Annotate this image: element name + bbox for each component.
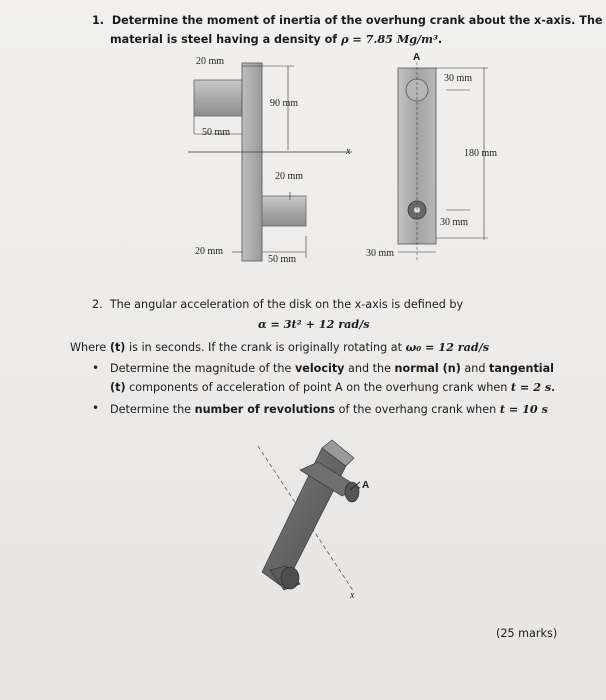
q2-equation: α = 3t² + 12 rad/s [258,317,370,331]
x-axis-label: x [346,146,351,157]
q2-bullet2: Determine the number of revolutions of the overhang crank when t = 10 s [110,402,548,416]
dim-shaft-length: 90 mm [270,98,299,109]
marks-label: (25 marks) [496,627,558,640]
dim-top-diameter: 30 mm [444,73,473,84]
crank-x-axis-label: x [350,590,355,601]
dim-top-width: 20 mm [196,56,225,67]
dim-width: 30 mm [366,248,395,259]
q2-intro: 2. The angular acceleration of the disk on the x-axis is defined by [92,298,464,311]
dim-shaft-diameter: 50 mm [202,127,231,138]
q2-where-line: Where (t) is in seconds. If the crank is originally rotating at ω₀ = 12 rad/s [70,340,490,354]
q1-line2: material is steel having a density of ρ = 7.85 Mg/m³. [110,32,443,46]
dim-mid-gap: 20 mm [275,171,304,182]
density-value: ρ = 7.85 Mg/m³ [341,32,438,46]
bullet-dot: • [92,401,100,415]
dim-height: 180 mm [464,148,498,159]
q2-bullet1-line1: Determine the magnitude of the velocity and the normal (n) and tangential [110,362,555,375]
bullet-dot: • [92,361,100,375]
dim-bottom-left: 20 mm [195,246,224,257]
omega-value: ω₀ = 12 rad/s [405,340,490,354]
q1-line1: 1. Determine the moment of inertia of the overhung crank about the x-axis. The [92,14,603,27]
dim-bottom-pin: 50 mm [268,254,297,265]
crank-point-a-label: A [362,480,370,491]
q2-bullet1-line2: (t) components of acceleration of point A on the overhung crank when t = 2 s. [110,380,556,394]
point-a-label: A [413,52,421,63]
dim-bottom-diameter: 30 mm [440,217,469,228]
